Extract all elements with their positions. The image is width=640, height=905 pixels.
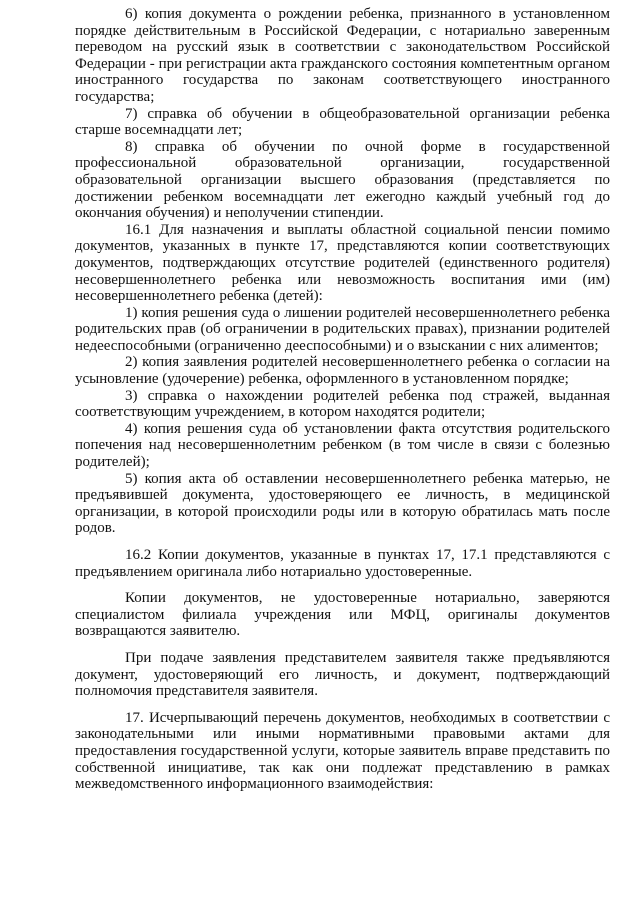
paragraph-16-1-item-5: 5) копия акта об оставлении несовершеннолетнего ребенка матерью, не предъявившей документа, удостоверяющего ее личность, в медицинской организации, в которой происходили роды или в которую обратилась мать после родов. (75, 470, 610, 537)
paragraph-16-1: 16.1 Для назначения и выплаты областной социальной пенсии помимо документов, указанных в пункте 17, представляются копии соответствующих документов, подтверждающих отсутствие родителей (единственного родителя) несовершеннолетнего ребенка или невозможность воспитания ими (им) несовершеннолетнего ребенка (детей): (75, 221, 610, 305)
paragraph-item-8: 8) справка об обучении по очной форме в государственной профессиональной образовательной организации, государственной образовательной организации высшего образования (представляется по достижении ребенком восемнадцати лет ежегодно каждый учебный год до окончания обучения) и неполучении стипендии. (75, 138, 610, 222)
paragraph-16-1-item-4: 4) копия решения суда об установлении факта отсутствия родительского попечения над несовершеннолетним ребенком (в том числе в связи с болезнью родителей); (75, 420, 610, 471)
paragraph-17: 17. Исчерпывающий перечень документов, необходимых в соответствии с законодательными или иными нормативными правовыми актами для предоставления государственной услуги, которые заявитель вправе представить по собственной инициативе, так как они подлежат представлению в рамках межведомственного информационного взаимодействия: (75, 709, 610, 793)
paragraph-16-1-item-3: 3) справка о нахождении родителей ребенка под стражей, выданная соответствующим учреждением, в котором находятся родители; (75, 387, 610, 421)
paragraph-16-1-item-2: 2) копия заявления родителей несовершеннолетнего ребенка о согласии на усыновление (удочерение) ребенка, оформленного в установленном порядке; (75, 354, 610, 388)
paragraph-16-1-item-1: 1) копия решения суда о лишении родителей несовершеннолетнего ребенка родительских прав (об ограничении в родительских правах), признании родителей недееспособными (ограниченно дееспособными) и о взыскании с них алиментов; (75, 304, 610, 354)
paragraph-item-6: 6) копия документа о рождении ребенка, признанного в установленном порядке действительным в Российской Федерации, с нотариально заверенным переводом на русский язык в соответствии с законодательством Российской Федерации - при регистрации акта гражданского состояния компетентным органом иностранного государства по законам соответствующего иностранного государства; (75, 6, 610, 105)
paragraph-representative: При подаче заявления представителем заявителя также предъявляются документ, удостоверяющий его личность, и документ, подтверждающий полномочия представителя заявителя. (75, 649, 610, 700)
paragraph-16-2: 16.2 Копии документов, указанные в пунктах 17, 17.1 представляются с предъявлением оригинала либо нотариально удостоверенные. (75, 547, 610, 580)
paragraph-item-7: 7) справка об обучении в общеобразовательной организации ребенка старше восемнадцати лет; (75, 105, 610, 139)
paragraph-copies-certification: Копии документов, не удостоверенные нотариально, заверяются специалистом филиала учреждения или МФЦ, оригиналы документов возвращаются заявителю. (75, 590, 610, 640)
